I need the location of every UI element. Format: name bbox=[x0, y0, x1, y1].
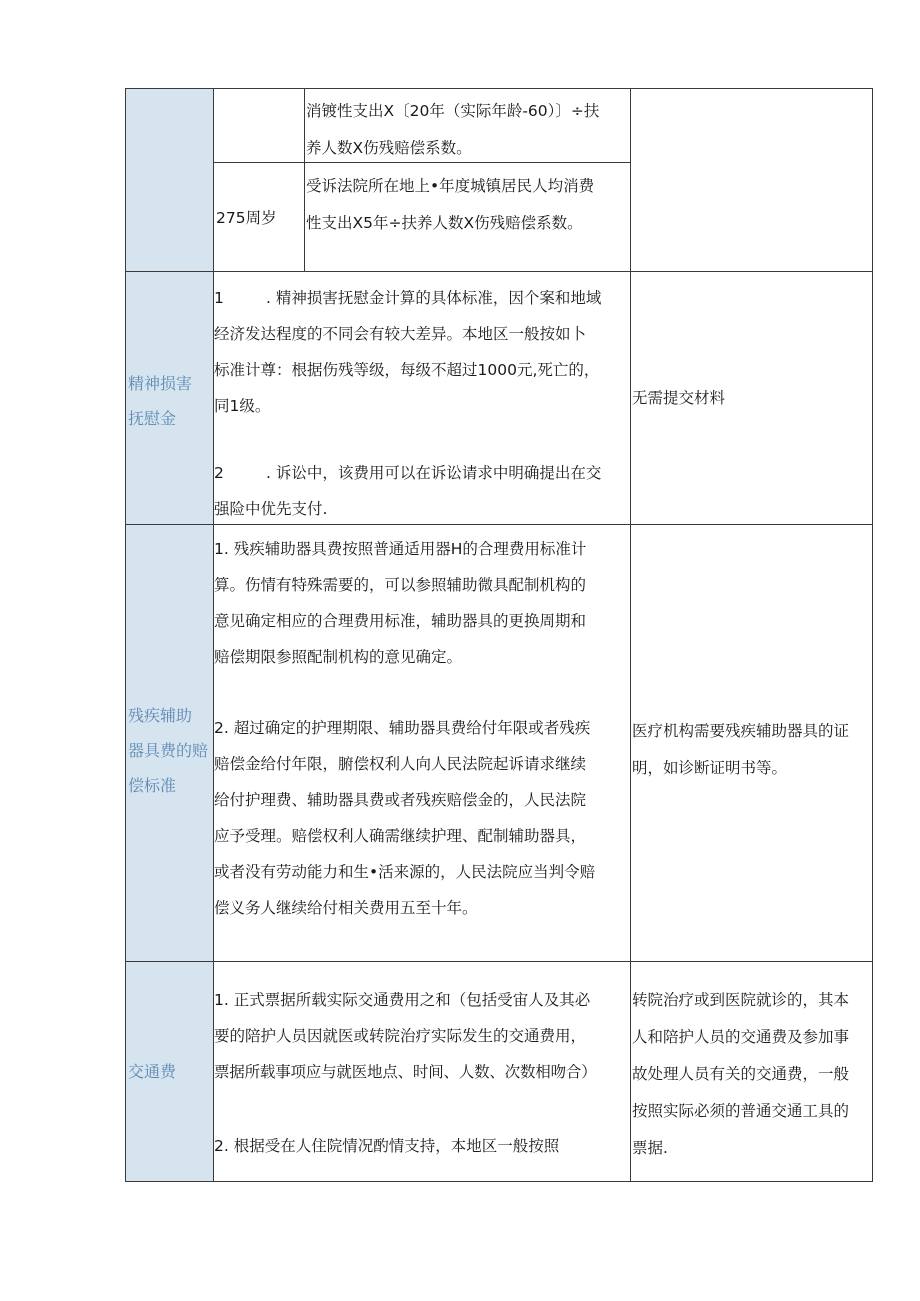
formula-text: 养人数X伤残赔偿系数。 bbox=[306, 139, 472, 157]
materials-text: 明，如诊断证明书等。 bbox=[632, 759, 788, 777]
table-row-divider bbox=[125, 271, 873, 272]
formula-text: 性支出X5年÷扶养人数X伤残赔偿系数。 bbox=[306, 214, 583, 232]
table-border-right bbox=[872, 88, 873, 1182]
paragraph-text: 赔偿期限参照配制机构的意见确定。 bbox=[214, 648, 463, 666]
paragraph-text: 要的陪护人员因就医或转院治疗实际发生的交通费用， bbox=[214, 1027, 587, 1045]
row-header-mental: 精神损害 bbox=[128, 374, 193, 393]
item-text: 标准计尊：根据伤残等级，每级不超过1000元,死亡的， bbox=[214, 361, 600, 379]
age-condition-label: 275周岁 bbox=[216, 209, 277, 227]
paragraph-text: 赔偿金给付年限，腑偿权利人向人民法院起诉请求继续 bbox=[214, 755, 587, 773]
materials-text: 故处理人员有关的交通费，一般 bbox=[632, 1065, 850, 1083]
table-border-left bbox=[125, 88, 126, 1182]
row-header-transport: 交通费 bbox=[128, 1062, 177, 1081]
item-number: 2 bbox=[214, 464, 224, 482]
row-header-aids: 偿标准 bbox=[128, 776, 177, 795]
list-item-mental-2 bbox=[214, 455, 601, 492]
row-header-aids: 残疾辅助 bbox=[128, 706, 193, 725]
materials-text: 转院治疗或到医院就诊的，其本 bbox=[632, 991, 850, 1009]
table-border-top bbox=[125, 88, 873, 89]
paragraph-text: 1. 正式票据所载实际交通费用之和（包括受宙人及其必 bbox=[214, 991, 591, 1009]
item-number: 1 bbox=[214, 289, 224, 307]
materials-text: 票据. bbox=[632, 1139, 668, 1157]
materials-text: 医疗机构需要残疾辅助器具的证 bbox=[632, 722, 850, 740]
row-header-aids: 器具费的赔 bbox=[128, 741, 209, 760]
materials-text: 按照实际必须的普通交通工具的 bbox=[632, 1102, 850, 1120]
item-text: . 精神损害抚慰金计算的具体标准，因个案和地域 bbox=[266, 289, 602, 307]
item-text: 强险中优先支付. bbox=[214, 500, 328, 518]
paragraph-text: 票据所载事项应与就医地点、时间、人数、次数相吻合） bbox=[214, 1063, 597, 1081]
paragraph-text: 给付护理费、辅助器具费或者残疾赔偿金的，人民法院 bbox=[214, 791, 587, 809]
item-text: 同1级。 bbox=[214, 397, 271, 415]
paragraph-text: 1. 残疾辅助器具费按照普通适用器H的合理费用标准计 bbox=[214, 540, 587, 558]
table-row-divider bbox=[125, 961, 873, 962]
paragraph-text: 偿义务人继续给付相关费用五至十年。 bbox=[214, 899, 478, 917]
table-column-divider bbox=[630, 88, 631, 1182]
table-border-bottom bbox=[125, 1181, 873, 1182]
paragraph-text: 算。伤情有特殊需要的，可以参照辅助微具配制机构的 bbox=[214, 576, 587, 594]
materials-text: 无需提交材料 bbox=[632, 389, 726, 407]
paragraph-text: 应予受理。赔偿权利人确需继续护理、配制辅助器具， bbox=[214, 827, 587, 845]
item-text: 经济发达程度的不同会有较大差异。本地区一般按如卜 bbox=[214, 325, 587, 343]
header-cell-bg-cont bbox=[126, 89, 213, 271]
formula-text: 消镀性支出X〔20年（实际年龄-60）〕÷扶 bbox=[306, 102, 600, 120]
paragraph-text: 2. 超过确定的护理期限、辅助器具费给付年限或者残疾 bbox=[214, 719, 591, 737]
table-subcolumn-divider bbox=[304, 88, 305, 272]
paragraph-text: 意见确定相应的合理费用标准，辅助器具的更换周期和 bbox=[214, 612, 587, 630]
paragraph-text: 2. 根据受在人住院情况酌情支持，本地区一般按照 bbox=[214, 1137, 560, 1155]
formula-text: 受诉法院所在地上•年度城镇居民人均消费 bbox=[306, 177, 595, 195]
row-header-mental: 抚慰金 bbox=[128, 409, 177, 428]
paragraph-text: 或者没有劳动能力和生•活来源的，人民法院应当判令赔 bbox=[214, 863, 596, 881]
list-item-mental-1 bbox=[214, 280, 601, 317]
item-text: . 诉讼中，该费用可以在诉讼请求中明确提出在交 bbox=[266, 464, 602, 482]
materials-text: 人和陪护人员的交通费及参加事 bbox=[632, 1028, 850, 1046]
